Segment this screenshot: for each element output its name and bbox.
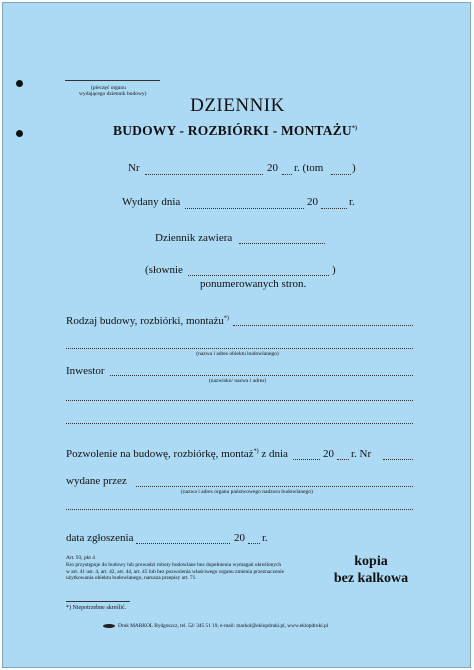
publisher-logo-icon [103,624,115,628]
stamp-caption-2: wydającego dziennik budowy) [79,91,147,97]
permit-label: Pozwolenie na budowę, rozbiórkę, montaż*) z dnia [66,448,288,460]
publisher-text: Druk MARKOL Bydgoszcz, tel. 52/ 345 51 19, e-mail: markol@eklopdruki.pl, www.eklopdruki.pl [118,623,329,629]
nr-tom-label: r. (tom [294,162,324,174]
permit-date-field[interactable] [293,459,320,460]
numbered-pages-text: ponumerowanych stron. [200,278,307,290]
issued-year-suffix: r. [349,196,355,208]
copy-notice-line-2: bez kalkowa [333,571,409,586]
permit-nr-field[interactable] [383,459,413,460]
issued-by-label: wydane przez [66,475,127,487]
nr-field[interactable] [145,174,263,175]
construction-type-field[interactable] [233,325,413,326]
issued-year-field[interactable] [321,208,347,209]
report-year-field[interactable] [248,543,260,544]
nr-year-field[interactable] [282,174,292,175]
copy-notice [321,553,421,587]
words-open: (słownie [145,264,183,276]
investor-caption: (nazwisko/ nazwa i adres) [208,378,267,384]
copy-notice-line-1: kopia [354,554,388,569]
construction-type-label: Rodzaj budowy, rozbiórki, montażu*) [66,315,229,327]
object-address-field[interactable] [66,348,413,349]
report-year-suffix: r. [262,532,268,544]
investor-field[interactable] [110,375,413,376]
issued-year-prefix: 20 [307,196,318,208]
permit-nr-label: r. Nr [351,448,372,460]
document-subtitle: BUDOWY - ROZBIÓRKI - MONTAŻU*) [113,123,358,138]
tom-field[interactable] [331,174,351,175]
nr-year-prefix: 20 [267,162,278,174]
permit-year-field[interactable] [337,459,349,460]
issued-by-field-2[interactable] [66,509,413,510]
issued-label: Wydany dnia [122,196,181,208]
contains-field[interactable] [239,243,325,244]
form-page [2,2,471,668]
document-title: DZIENNIK [190,95,285,116]
binder-hole-top [16,80,23,87]
words-field[interactable] [188,275,329,276]
tom-close: ) [352,162,356,174]
permit-year-prefix: 20 [323,448,334,460]
report-year-prefix: 20 [234,532,245,544]
binder-hole-bottom [16,130,23,137]
legal-text: Kto przystępuje do budowy lub prowadzi roboty budowlane bez dopełnienia wymagań określonych w art. 41 ust. 4, art. 42, art. 44, art. 45 lub bez pozwolenia właściwego organu zmienia przeznaczenie użytkowania obiektu budowlanego, narusza przepisy art. 71. [66,562,284,582]
investor-field-2[interactable] [66,400,413,401]
investor-label: Inwestor [66,365,105,377]
nr-label: Nr [128,162,140,174]
publisher-footer [103,623,423,629]
issued-by-field[interactable] [136,486,413,487]
stamp-line [65,80,160,81]
report-date-label: data zgłoszenia [66,532,134,544]
stamp-caption-1: (pieczęć organu [91,85,126,91]
legal-heading: Art. 93, pkt 4 [66,555,95,561]
investor-field-3[interactable] [66,423,413,424]
footnote-text: *) Niepotrzebne skreślić. [66,605,127,611]
issued-date-field[interactable] [185,208,304,209]
report-date-field[interactable] [136,543,230,544]
contains-label: Dziennik zawiera [155,232,233,244]
object-caption: (nazwa i adres obiektu budowlanego) [196,351,279,357]
issued-by-caption: (nazwa i adres organu państwowego nadzoru budowlanego) [181,489,313,495]
footnote-rule [66,601,130,602]
words-close: ) [332,264,336,276]
